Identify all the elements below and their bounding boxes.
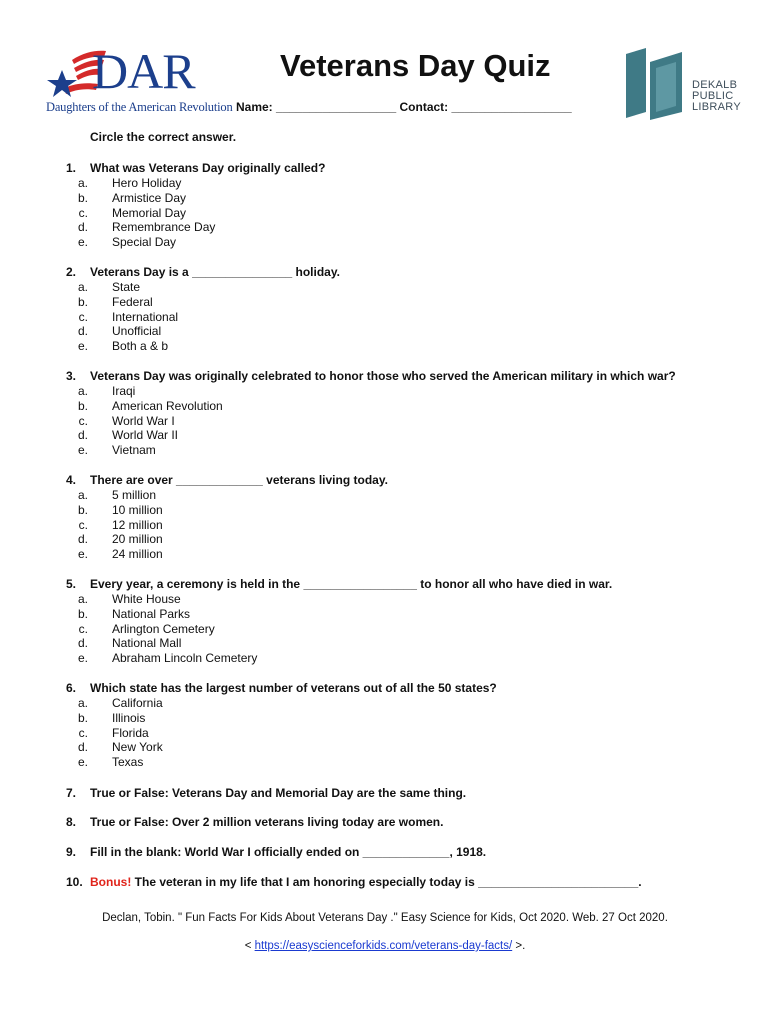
dar-wordmark: DAR <box>92 43 195 99</box>
question-9 <box>66 845 486 860</box>
contact-field[interactable]: Contact: __________________ <box>399 100 572 114</box>
option-b[interactable]: b. Illinois <box>77 710 146 725</box>
question-text: Veterans Day is a _______________ holiday. <box>90 265 340 279</box>
question-8 <box>66 815 443 830</box>
option-c[interactable]: c. Memorial Day <box>78 205 187 220</box>
question-text: There are over _____________ veterans living today. <box>90 473 388 487</box>
question-number: 10. <box>66 875 83 889</box>
question-text: True or False: Veterans Day and Memorial Day are the same thing. <box>90 786 467 800</box>
option-b[interactable]: b. 10 million <box>77 502 163 517</box>
option-b[interactable]: b. National Parks <box>77 606 191 621</box>
question-7 <box>66 786 466 801</box>
question-number: 7. <box>66 786 77 800</box>
url-prefix: < <box>244 940 255 952</box>
option-d[interactable]: d. Unofficial <box>77 324 162 339</box>
question-1 <box>66 161 325 250</box>
option-a[interactable]: a. White House <box>77 592 181 606</box>
option-a[interactable]: a. California <box>77 696 163 710</box>
option-d[interactable]: d. National Mall <box>77 636 182 651</box>
question-text: True or False: Over 2 million veterans living today are women. <box>90 815 444 829</box>
book-icon <box>622 46 686 122</box>
question-text: What was Veterans Day originally called? <box>90 161 326 175</box>
option-d[interactable]: d. Remembrance Day <box>77 220 216 235</box>
question-5 <box>66 577 612 666</box>
option-c[interactable]: c. International <box>78 309 179 324</box>
question-2 <box>66 265 340 354</box>
option-b[interactable]: b. American Revolution <box>77 398 223 413</box>
question-10 <box>66 875 642 890</box>
question-number: 4. <box>66 473 77 487</box>
question-number: 9. <box>66 845 77 859</box>
question-number: 2. <box>66 265 77 279</box>
citation-url-line <box>0 940 770 952</box>
option-e[interactable]: e. Special Day <box>77 235 177 250</box>
option-c[interactable]: c. 12 million <box>78 517 163 532</box>
question-3 <box>66 369 676 458</box>
question-6 <box>66 681 497 770</box>
instruction: Circle the correct answer. <box>90 130 237 144</box>
question-number: 6. <box>66 681 77 695</box>
question-number: 3. <box>66 369 77 383</box>
question-number: 1. <box>66 161 77 175</box>
star-icon <box>47 70 77 97</box>
option-e[interactable]: e. Abraham Lincoln Cemetery <box>77 651 258 666</box>
library-name <box>692 80 741 113</box>
question-text: Which state has the largest number of veterans out of all the 50 states? <box>90 681 497 695</box>
option-b[interactable]: b. Federal <box>77 294 153 309</box>
url-suffix: >. <box>512 940 526 952</box>
option-b[interactable]: b. Armistice Day <box>77 190 187 205</box>
option-a[interactable]: a. State <box>77 280 141 294</box>
source-link[interactable]: https://easyscienceforkids.com/veterans-day-facts/ <box>254 940 513 952</box>
option-c[interactable]: c. World War I <box>78 413 175 428</box>
option-a[interactable]: a. Iraqi <box>77 384 136 398</box>
library-name-line: PUBLIC <box>692 90 734 102</box>
question-text: Fill in the blank: World War I officially ended on _____________, 1918. <box>90 845 487 859</box>
question-number: 5. <box>66 577 77 591</box>
option-e[interactable]: e. 24 million <box>77 547 163 562</box>
option-a[interactable]: a. Hero Holiday <box>77 176 182 190</box>
question-4 <box>66 473 388 562</box>
dar-subtitle: Daughters of the American Revolution <box>46 100 233 114</box>
library-name-line: LIBRARY <box>692 101 741 113</box>
option-c[interactable]: c. Florida <box>78 725 149 740</box>
question-text: The veteran in my life that I am honoring especially today is ________________________. <box>131 875 642 889</box>
option-e[interactable]: e. Vietnam <box>77 443 156 458</box>
option-d[interactable]: d. New York <box>77 740 163 755</box>
question-text: Veterans Day was originally celebrated to honor those who served the American military in which war? <box>90 369 676 383</box>
question-text: Every year, a ceremony is held in the _________________ to honor all who have died in war. <box>90 577 613 591</box>
name-contact-line <box>236 100 572 114</box>
library-name-line: DEKALB <box>692 79 738 91</box>
option-d[interactable]: d. World War II <box>77 428 179 443</box>
question-number: 8. <box>66 815 77 829</box>
name-field[interactable]: Name: __________________ <box>236 100 397 114</box>
page-title: Veterans Day Quiz <box>280 48 551 83</box>
option-c[interactable]: c. Arlington Cemetery <box>78 621 215 636</box>
option-d[interactable]: d. 20 million <box>77 532 163 547</box>
citation: Declan, Tobin. " Fun Facts For Kids About Veterans Day ." Easy Science for Kids, Oct 2020. Web. 27 Oct 2020. <box>102 912 668 924</box>
bonus-label: Bonus! <box>90 875 132 889</box>
option-e[interactable]: e. Both a & b <box>77 339 169 354</box>
option-e[interactable]: e. Texas <box>77 755 144 770</box>
option-a[interactable]: a. 5 million <box>77 488 157 502</box>
